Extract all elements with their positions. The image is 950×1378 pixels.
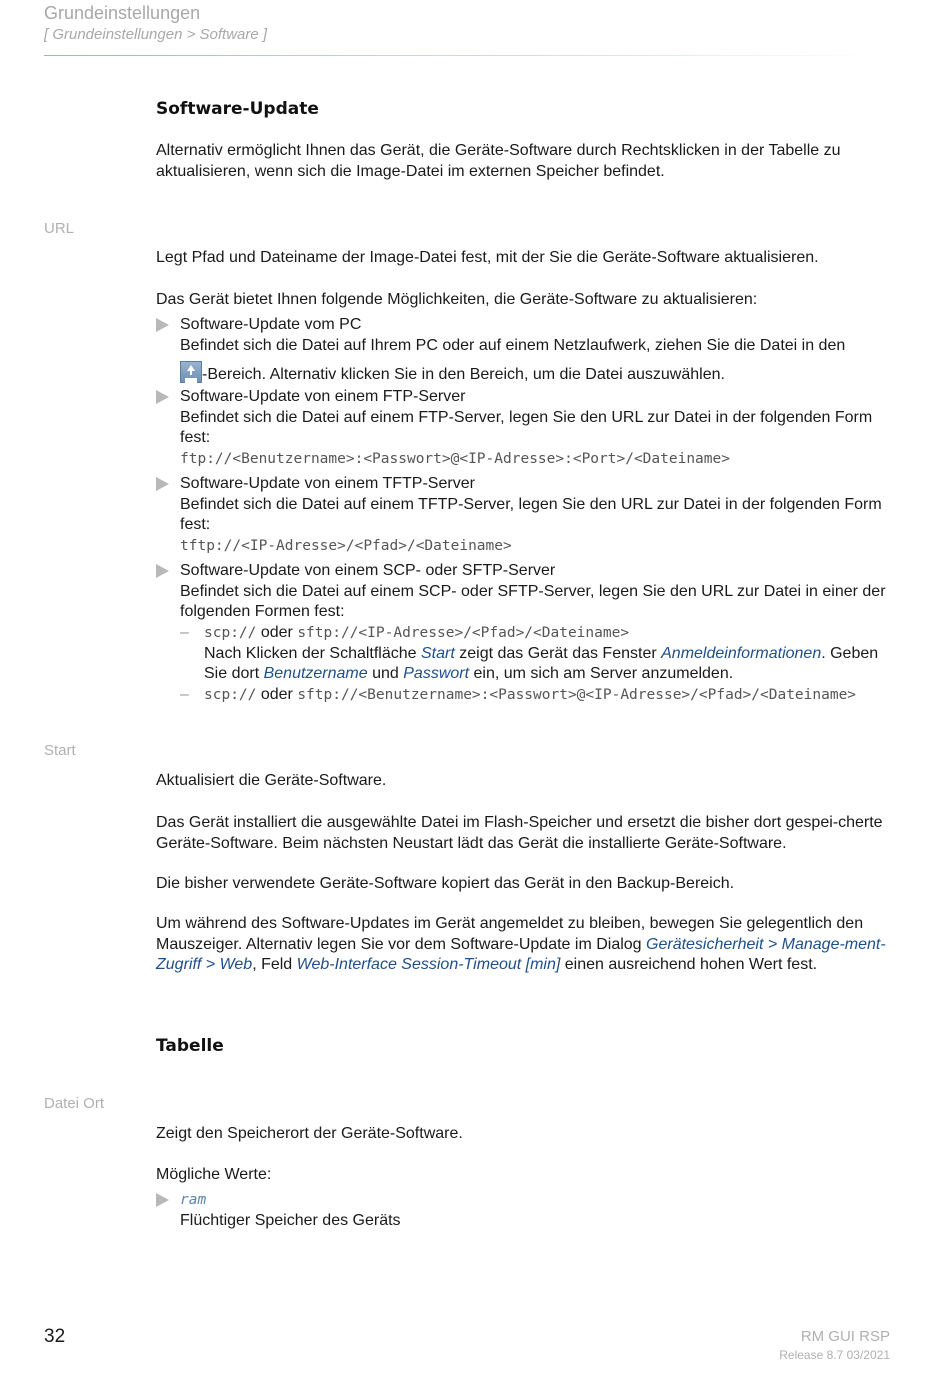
list-item-title: Software-Update von einem SCP- oder SFTP-Server — [180, 562, 556, 579]
side-label-start: Start — [44, 742, 76, 759]
header-divider — [44, 55, 872, 56]
ui-ref-username: Benutzername — [263, 665, 368, 682]
url-prefix: scp:// — [204, 687, 257, 703]
document-header-title: Grundeinstellungen — [44, 3, 201, 23]
dash-icon: – — [180, 686, 189, 703]
list-item-text: -Bereich. Alternativ klicken Sie in den Bereich, um die Datei auszuwählen. — [202, 366, 725, 383]
list-item-scp — [156, 561, 896, 623]
url-prefix: scp:// — [204, 625, 257, 641]
ui-ref-password: Passwort — [403, 665, 470, 682]
start-p4: Um während des Software-Updates im Gerät angemeldet zu bleiben, bewegen Sie gelegentlich den Mauszeiger. Alternativ legen Sie vor dem Software-Update im Dialog Gerätesicherheit > Manage-ment-Zugriff > Web, Feld Web-Interface Session-Timeout [min] einen ausreichend hohen Wert fest. — [156, 915, 886, 973]
dash-item-scp-2 — [180, 685, 900, 706]
url-syntax: tftp://<IP-Adresse>/<Pfad>/<Dateiname> — [180, 537, 512, 554]
page-number: 32 — [44, 1326, 66, 1347]
value-description: Flüchtiger Speicher des Geräts — [180, 1211, 401, 1229]
datei-ort-description: Zeigt den Speicherort der Geräte-Software. — [156, 1125, 463, 1142]
list-item-ram — [156, 1190, 896, 1231]
list-item-title: Software-Update von einem FTP-Server — [180, 388, 466, 405]
side-label-datei-ort: Datei Ort — [44, 1095, 105, 1112]
bullet-triangle-icon — [156, 318, 169, 332]
section-heading-software-update: Software-Update — [156, 99, 319, 119]
url-syntax-line — [204, 623, 900, 644]
dash-item-scp-1 — [180, 623, 900, 685]
url-intro: Das Gerät bietet Ihnen folgende Möglichkeiten, die Geräte-Software zu aktualisieren: — [156, 291, 758, 308]
start-p1: Aktualisiert die Geräte-Software. — [156, 772, 387, 789]
list-item-pc — [156, 315, 896, 386]
footer-doc-title: RM GUI RSP — [800, 1328, 890, 1345]
ui-ref-field: Web-Interface Session-Timeout [min] — [296, 956, 561, 973]
bullet-triangle-icon — [156, 390, 169, 404]
list-item-text: Befindet sich die Datei auf einem SCP- oder SFTP-Server, legen Sie den URL zur Datei in einer der folgenden Formen fest: — [180, 582, 886, 620]
section-heading-tabelle: Tabelle — [156, 1036, 224, 1056]
list-item-text: Befindet sich die Datei auf einem TFTP-Server, legen Sie den URL zur Datei in der folgenden Form fest: — [180, 495, 882, 533]
list-item-text: Befindet sich die Datei auf Ihrem PC oder auf einem Netzlaufwerk, ziehen Sie die Datei in den — [180, 336, 846, 354]
list-item-tftp — [156, 474, 896, 556]
list-item-text: Befindet sich die Datei auf einem FTP-Server, legen Sie den URL zur Datei in der folgenden Form fest: — [180, 408, 873, 446]
scp-note: Nach Klicken der Schaltfläche Start zeigt das Gerät das Fenster Anmeldeinformationen. Geben Sie dort Benutzername und Passwort ein, um sich am Server anzumelden. — [204, 644, 879, 682]
url-syntax: sftp://<Benutzername>:<Passwort>@<IP-Adresse>/<Pfad>/<Dateiname> — [297, 687, 857, 703]
list-item-ftp — [156, 387, 896, 469]
or-text: oder — [260, 624, 293, 641]
value-name: ram — [180, 1192, 207, 1208]
possible-values-intro: Mögliche Werte: — [156, 1166, 272, 1183]
list-item-title: Software-Update vom PC — [180, 316, 362, 333]
or-text: oder — [260, 686, 293, 703]
list-item-title: Software-Update von einem TFTP-Server — [180, 475, 475, 492]
dash-icon: – — [180, 624, 189, 641]
breadcrumb: [ Grundeinstellungen > Software ] — [44, 26, 268, 43]
start-p2: Das Gerät installiert die ausgewählte Datei im Flash-Speicher und ersetzt die bisher dort gespei-cherte Geräte-Software. Beim nächsten Neustart lädt das Gerät die installierte Geräte-Software. — [156, 814, 883, 852]
bullet-triangle-icon — [156, 477, 169, 491]
url-syntax-line — [204, 685, 900, 706]
bullet-triangle-icon — [156, 1193, 169, 1207]
list-item-text-line2 — [180, 361, 896, 386]
ui-ref-window: Anmeldeinformationen — [661, 644, 822, 662]
url-syntax: ftp://<Benutzername>:<Passwort>@<IP-Adresse>:<Port>/<Dateiname> — [180, 450, 730, 467]
footer-release: Release 8.7 03/2021 — [779, 1348, 890, 1362]
ui-ref-start: Start — [421, 644, 455, 662]
url-syntax: sftp://<IP-Adresse>/<Pfad>/<Dateiname> — [297, 625, 630, 641]
url-description: Legt Pfad und Dateiname der Image-Datei fest, mit der Sie die Geräte-Software aktualisieren. — [156, 249, 819, 266]
software-update-text: Alternativ ermöglicht Ihnen das Gerät, die Geräte-Software durch Rechtsklicken in der Tabelle zu aktualisieren, wenn sich die Image-Datei im externen Speicher befindet. — [156, 142, 841, 180]
side-label-url: URL — [44, 220, 75, 237]
bullet-triangle-icon — [156, 564, 169, 578]
ui-ref-dialog: Gerätesicherheit > Manage-ment-Zugriff > Web — [156, 935, 886, 973]
upload-icon — [180, 361, 202, 383]
start-p3: Die bisher verwendete Geräte-Software kopiert das Gerät in den Backup-Bereich. — [156, 875, 735, 892]
